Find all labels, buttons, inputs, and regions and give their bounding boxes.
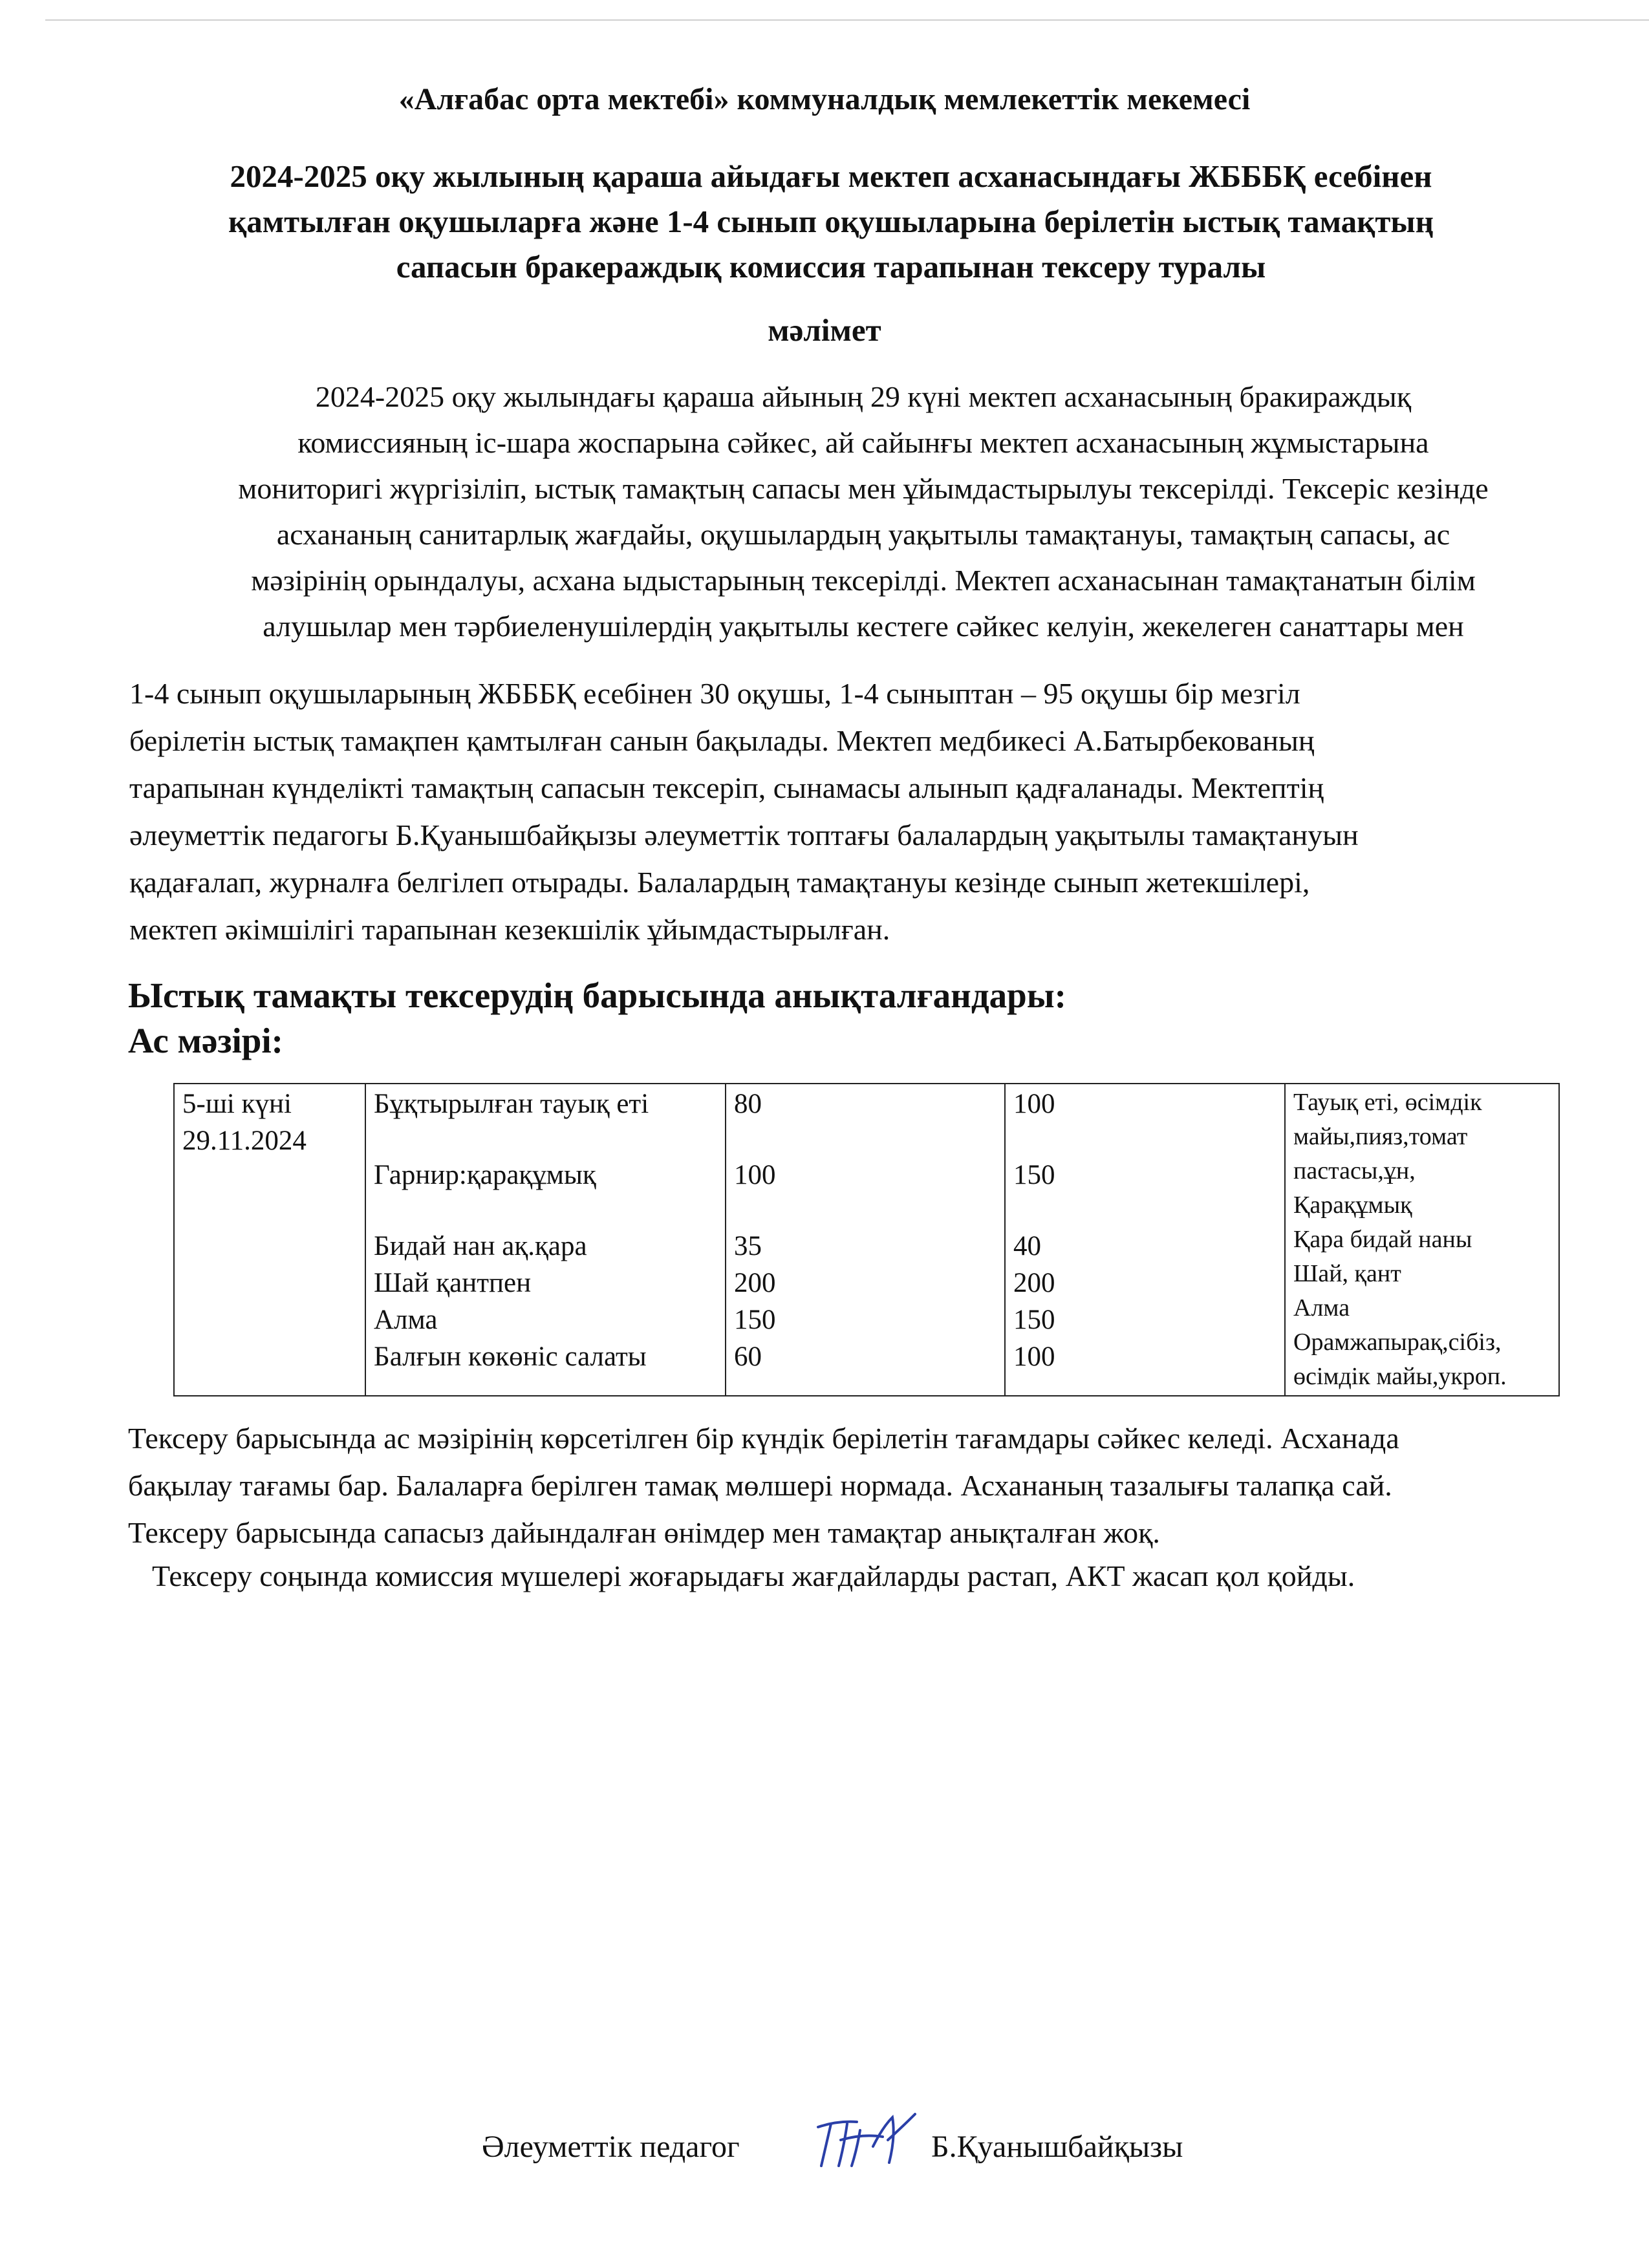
table-row (174, 1084, 1559, 1396)
text-line: 1-4 сынып оқушыларының ЖБББҚ есебінен 30 оқушы, 1-4 сыныптан – 95 оқушы бір мезгіл (129, 677, 1300, 710)
dish-name: Бидай нан ақ.қара (374, 1231, 587, 1261)
portion-value: 40 (1013, 1231, 1041, 1261)
text-line: мектеп әкімшілігі тарапынан кезекшілік ұйымдастырылған. (129, 913, 890, 946)
ingredient-line: Шай, қант (1293, 1260, 1401, 1287)
conclusion-paragraph (128, 1415, 1615, 1556)
title-line: сапасын бракераждық комиссия тарапынан тексеру туралы (396, 249, 1266, 284)
ingredient-line: Қарақұмық (1293, 1192, 1412, 1219)
document-title (149, 154, 1513, 290)
title-line: 2024-2025 оқу жылының қараша айыдағы мектеп асханасындағы ЖБББҚ есебінен (230, 158, 1432, 194)
dish-name: Балғын көкөніс салаты (374, 1342, 647, 1372)
portion-value: 100 (1013, 1089, 1055, 1119)
portion-value: 60 (734, 1342, 762, 1372)
ingredient-line: Алма (1293, 1294, 1350, 1321)
text-line: берілетін ыстық тамақпен қамтылған санын бақылады. Мектеп медбикесі А.Батырбекованың (129, 724, 1315, 757)
ingredient-line: Тауық еті, өсімдік (1293, 1089, 1482, 1116)
handwritten-signature (812, 2101, 921, 2172)
portion-value: 35 (734, 1231, 762, 1261)
ingredient-line: өсімдік майы,укроп. (1293, 1363, 1507, 1390)
text-line: тарапынан күнделікті тамақтың сапасын тексеріп, сынамасы алынып қадғаланады. Мектептің (129, 771, 1324, 804)
ingredient-line: Қара бидай наны (1293, 1226, 1472, 1253)
ingredients-cell (1285, 1084, 1559, 1396)
menu-day: 5-ші күні (182, 1089, 292, 1119)
findings-heading: Ыстық тамақты тексерудің барысында анықталғандары: (128, 976, 1067, 1015)
portion-value: 150 (734, 1305, 776, 1335)
text-line: Тексеру барысында ас мәзірінің көрсетілген бір күндік берілетін тағамдары сәйкес келеді. Асханада (128, 1422, 1399, 1455)
text-line: комиссияның іс-шара жоспарына сәйкес, ай сайынғы мектеп асханасының жұмыстарына (297, 426, 1429, 459)
signature-name: Б.Қуанышбайқызы (931, 2130, 1183, 2164)
text-line: қадағалап, журналға белгілеп отырады. Балалардың тамақтануы кезінде сынып жетекшілері, (129, 866, 1310, 899)
day-cell (174, 1084, 365, 1396)
text-line: 2024-2025 оқу жылындағы қараша айының 29 күні мектеп асханасының бракираждық (315, 380, 1412, 413)
text-line: мониторигі жүргізіліп, ыстық тамақтың сапасы мен ұйымдастырылуы тексерілді. Тексеріс кезінде (238, 472, 1489, 505)
dish-name: Гарнир:қарақұмық (374, 1160, 596, 1190)
portion-value: 200 (734, 1268, 776, 1298)
document-subtitle: мәлімет (768, 312, 881, 348)
text-line: Тексеру барысында сапасыз дайындалған өнімдер мен тамақтар анықталған жоқ. (128, 1516, 1160, 1549)
portion-value: 150 (1013, 1305, 1055, 1335)
text-line: әлеуметтік педагогы Б.Қуанышбайқызы әлеуметтік топтағы балалардың уақытылы тамақтануын (129, 818, 1359, 851)
ingredient-line: пастасы,ұн, (1293, 1157, 1416, 1184)
menu-date: 29.11.2024 (182, 1126, 307, 1156)
scan-edge-line (45, 19, 1649, 21)
text-line: мәзірінің орындалуы, асхана ыдыстарының тексерілді. Мектеп асханасынан тамақтанатын білім (251, 564, 1476, 597)
dish-name: Бұқтырылған тауық еті (374, 1089, 649, 1119)
dish-name: Шай қантпен (374, 1268, 532, 1298)
portion-value: 200 (1013, 1268, 1055, 1298)
body-paragraph (129, 670, 1610, 953)
portion-value: 100 (1013, 1342, 1055, 1372)
text-line: алушылар мен тәрбиеленушілердің уақытылы кестеге сәйкес келуін, жекелеген санаттары мен (263, 610, 1464, 643)
intro-paragraph (110, 374, 1617, 649)
ingredient-line: майы,пияз,томат (1293, 1123, 1468, 1150)
menu-heading: Ас мәзірі: (128, 1021, 283, 1060)
portion-a-cell (726, 1084, 1005, 1396)
dishes-cell (365, 1084, 726, 1396)
menu-table (173, 1083, 1560, 1396)
portion-b-cell (1005, 1084, 1285, 1396)
dish-name: Алма (374, 1305, 438, 1335)
text-line: бақылау тағамы бар. Балаларға берілген тамақ мөлшері нормада. Асхананың тазалығы талапқа сай. (128, 1469, 1392, 1502)
organization-name: «Алғабас орта мектебі» коммуналдық мемлекеттік мекемесі (398, 82, 1251, 116)
title-line: қамтылған оқушыларға және 1-4 сынып оқушыларына берілетін ыстық тамақтың (228, 204, 1434, 239)
closing-statement: Тексеру соңында комиссия мүшелері жоғарыдағы жағдайларды растап, АКТ жасап қол қойды. (152, 1559, 1355, 1592)
portion-value: 80 (734, 1089, 762, 1119)
portion-value: 150 (1013, 1160, 1055, 1190)
signature-role: Әлеуметтік педагог (482, 2130, 740, 2164)
portion-value: 100 (734, 1160, 776, 1190)
ingredient-line: Орамжапырақ,сібіз, (1293, 1329, 1502, 1356)
text-line: асхананың санитарлық жағдайы, оқушылардың уақытылы тамақтануы, тамақтың сапасы, ас (276, 518, 1450, 551)
